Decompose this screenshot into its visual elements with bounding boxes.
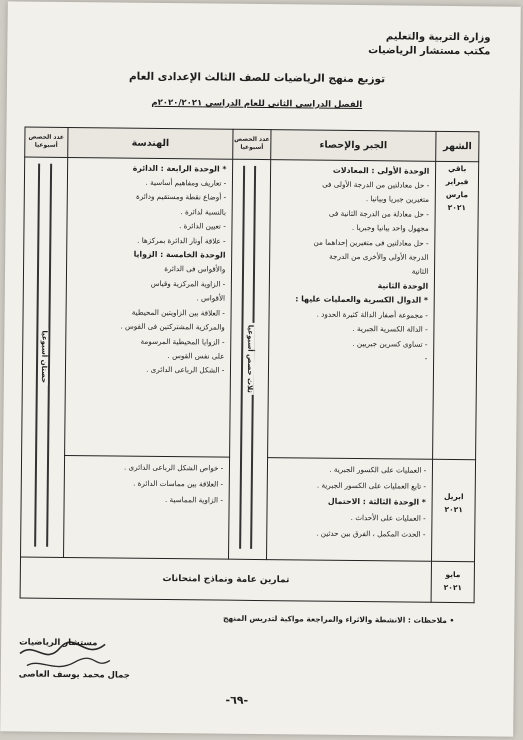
topic-line: - تعاريف ومفاهيم أساسية . [145, 177, 227, 188]
topic-line: - العمليات على الكسور الجبرية . [329, 464, 427, 475]
month-cell [431, 561, 474, 602]
topic-line: بالنسبة لدائرة . [180, 206, 227, 217]
topic-line: - الزاوية المركزية وقياس [150, 278, 226, 289]
topic-line: الثانية [411, 267, 429, 277]
topic-line: - العلاقة بين الزاويتين المحيطية [131, 307, 225, 318]
header-weeks-geometry: عدد الحصص أسبوعيا [25, 127, 68, 157]
unit-heading: * الوحدة الثالثة : الاحتمال [327, 496, 426, 507]
topic-line: - الشكل الرباعى الدائرى . [146, 365, 225, 375]
weeks-geometry-cell [21, 157, 68, 558]
month-cell [433, 161, 479, 460]
algebra-cell [267, 159, 436, 459]
topic-line: - أوضاع نقطة ومستقيم ودائرة [136, 192, 227, 203]
topic-line: - الحدث المكمل ، الفرق بين حدثين . [316, 528, 426, 539]
topic-line: - الزوايا المحيطية المرسومة [140, 336, 225, 347]
topic-line: - حل معادلتين فى متغيرين إحداهما من [313, 237, 429, 248]
topic-line: - علاقة أوتار الدائرة بمركزها . [137, 235, 226, 246]
document-title: توزيع منهج الرياضيات للصف الثالث الإعدادى العام [128, 70, 386, 86]
unit-heading: الوحدة الخامسة : الزوايا [133, 249, 226, 260]
table-row [20, 557, 474, 603]
topic-line: - العلاقة بين مماسات الدائرة . [133, 478, 224, 489]
topic-line: والأقواس فى الدائرة [164, 264, 226, 275]
topic-line: - حل معادلة من الدرجة الثانية فى [328, 208, 429, 219]
topic-line: على نفس القوس . [167, 350, 225, 361]
header-geometry: الهندسة [67, 127, 233, 158]
month-line: ٢٠٢١ [444, 504, 463, 515]
month-line: فبراير [445, 176, 469, 186]
topic-line: مجهول واحد بيانيا وجبريا . [351, 223, 429, 234]
topic-line: - الدالة الكسرية الجبرية . [352, 324, 428, 334]
topic-line: - العمليات على الأحداث . [350, 512, 426, 523]
table-row [22, 157, 479, 460]
month-line: باقي [448, 163, 467, 173]
unit-heading: * الوحدة الرابعة : الدائرة [132, 163, 227, 174]
page-number: -٦٩- [225, 693, 249, 707]
topic-line: الدرجة الأولى والأخرى من الدرجة [329, 251, 429, 262]
document-subtitle: الفصل الدراسى الثانى للعام الدراسى ٢٠٢٠/٢٠٢١م [151, 97, 363, 111]
algebra-cell [266, 458, 433, 562]
weekly-periods-label: حصتان أسبوعيا [39, 330, 49, 384]
ministry-name: وزارة التربية والتعليم [385, 31, 491, 44]
month-cell [432, 459, 476, 562]
weekly-periods-label: ثلاث حصص أسبوعيا [245, 325, 254, 394]
office-name: مكتب مستشار الرياضيات [368, 45, 491, 58]
notes: • ملاحظات : الانشطة والاثراء والمراجعة مواكبة لتدريس المنهج [222, 613, 455, 626]
geometry-cell [63, 455, 230, 559]
unit-heading: الوحدة الأولى : المعادلات [332, 165, 430, 176]
document-page [0, 1, 521, 736]
month-line: ابريل [443, 491, 464, 502]
topic-line: الأقواس . [196, 293, 226, 303]
algebra-topics [267, 458, 432, 545]
topic-line: - تابع العمليات على الكسور الجبرية . [316, 480, 427, 491]
signature-title: مستشار الرياضيات [19, 637, 98, 649]
topic-line: - مجموعة أصفار الدالة كثيرة الحدود . [316, 309, 428, 320]
month-line: مايو [445, 570, 461, 580]
header-weeks-algebra: عدد الحصص أسبوعيا [233, 129, 271, 159]
month-line: مارس [445, 189, 469, 199]
topic-line: - [424, 353, 428, 363]
header-month: الشهر [436, 131, 479, 161]
month-line: ٢٠٢١ [443, 583, 463, 593]
algebra-topics [269, 160, 436, 368]
topic-line: - تعيين الدائرة . [179, 221, 226, 231]
geometry-topics [64, 456, 229, 511]
divider-line [239, 165, 245, 548]
curriculum-table [20, 127, 480, 604]
final-review-cell: تمارين عامة ونماذج امتحانات [20, 557, 432, 602]
month-line: ٢٠٢١ [447, 202, 467, 212]
topic-line: - حل معادلتين من الدرجة الأولى فى [322, 179, 430, 190]
topic-line: - الزاوية المماسية . [164, 494, 224, 505]
topic-line: والمركزية المشتركتين فى القوس . [120, 321, 225, 332]
weeks-algebra-cell [229, 159, 271, 560]
unit-heading: * الدوال الكسرية والعمليات عليها : [295, 294, 429, 306]
geometry-topics [66, 158, 233, 381]
unit-heading: الوحدة الثانية [377, 281, 429, 291]
geometry-cell [64, 157, 233, 457]
topic-line: متغيرين جبريا وبيانيا . [365, 194, 430, 205]
table-header-row [25, 127, 479, 161]
topic-line: - خواص الشكل الرباعى الدائرى . [123, 462, 224, 473]
header-algebra: الجبر والإحصاء [270, 130, 436, 161]
signature-name: جمال محمد يوسف العاصى [18, 669, 131, 681]
topic-line: - تساوى كسرين جبريين . [352, 338, 428, 349]
